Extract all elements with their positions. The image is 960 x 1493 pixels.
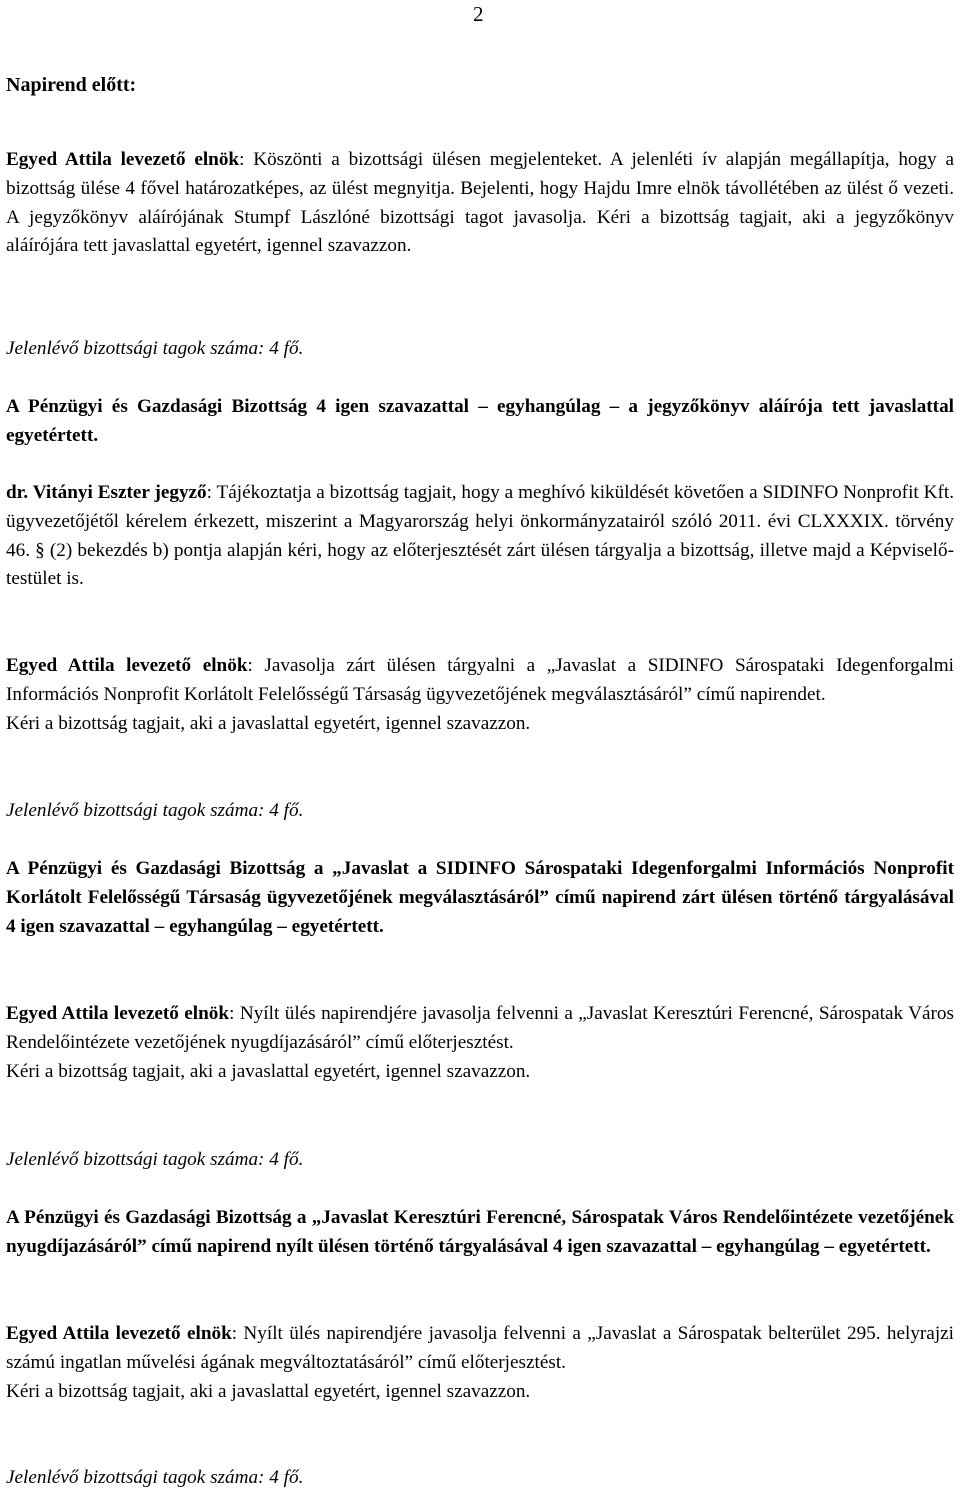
chair-proposal-1 [6, 652, 954, 738]
speaker-name: Egyed Attila levezető elnök [6, 655, 248, 676]
paragraph-text: : Tájékoztatja a bizottság tagjait, hogy a meghívó kiküldését követően a SIDINFO Nonprofit Kft. ügyvezetőjétől kérelem érkezett, miszerint a Magyarország helyi önkormányzatairól szóló 2011. évi CLXXXIX. törvény 46. § (2) bekezdés b) pontja alapján kéri, hogy az előterjesztését zárt ülésen tárgyalja a bizottság, illetve majd a Képviselő-testület is. [6, 482, 954, 590]
paragraph-text: : Köszönti a bizottsági ülésen megjelenteket. A jelenléti ív alapján megállapítja, hogy a bizottság ülése 4 fővel határozatképes, az ülést megnyitja. Bejelenti, hogy Hajdu Imre elnök távollétében az ülést ő vezeti. A jegyzőkönyv aláírójának Stumpf Lászlóné bizottsági tagot javasolja. Kéri a bizottság tagjait, aki a jegyzőkönyv aláírójára tett javaslattal egyetért, igennel szavazzon. [6, 149, 954, 257]
section-heading: Napirend előtt: [6, 74, 137, 96]
paragraph-text: : Nyílt ülés napirendjére javasolja felvenni a „Javaslat a Sárospatak belterület 295. helyrajzi számú ingatlan művelési ágának megváltoztatásáról” című előterjesztést. [6, 1323, 955, 1373]
paragraph-text: : Nyílt ülés napirendjére javasolja felvenni a „Javaslat Keresztúri Ferencné, Sárospatak Város Rendelőintézete vezetőjének nyugdíjazásáról” című előterjesztést. [6, 1003, 954, 1053]
chair-proposal-2 [6, 1000, 954, 1086]
speaker-name: Egyed Attila levezető elnök [6, 149, 240, 170]
speaker-name: Egyed Attila levezető elnök [6, 1323, 232, 1344]
resolution-2: A Pénzügyi és Gazdasági Bizottság a „Javaslat a SIDINFO Sárospataki Idegenforgalmi Információs Nonprofit Korlátolt Felelősségű Társaság ügyvezetőjének megválasztásáról” című napirend zárt ülésen történő tárgyalásával 4 igen szavazattal – egyhangúlag – egyetértett. [6, 858, 954, 937]
vote-request: Kéri a bizottság tagjait, aki a javaslattal egyetért, igennel szavazzon. [6, 712, 531, 734]
vote-request: Kéri a bizottság tagjait, aki a javaslattal egyetért, igennel szavazzon. [6, 1060, 531, 1082]
paragraph-text: : Javasolja zárt ülésen tárgyalni a „Javaslat a SIDINFO Sárospataki Idegenforgalmi Információs Nonprofit Korlátolt Felelősségű Társaság ügyvezetőjének megválasztásáról” című napirendet. [6, 655, 954, 705]
vote-request: Kéri a bizottság tagjait, aki a javaslattal egyetért, igennel szavazzon. [6, 1380, 531, 1402]
attendance-note: Jelenlévő bizottsági tagok száma: 4 fő. [6, 338, 304, 359]
chair-opening-paragraph [6, 146, 954, 261]
speaker-name: Egyed Attila levezető elnök [6, 1003, 230, 1024]
resolution-1: A Pénzügyi és Gazdasági Bizottság 4 igen szavazattal – egyhangúlag – a jegyzőkönyv aláírója tett javaslattal egyetértett. [6, 396, 954, 446]
attendance-note: Jelenlévő bizottsági tagok száma: 4 fő. [6, 800, 304, 821]
resolution-3: A Pénzügyi és Gazdasági Bizottság a „Javaslat Keresztúri Ferencné, Sárospatak Város Rendelőintézete vezetőjének nyugdíjazásáról” című napirend nyílt ülésen történő tárgyalásával 4 igen szavazattal – egyhangúlag – egyetértett. [6, 1207, 954, 1257]
chair-proposal-3 [6, 1320, 954, 1406]
speaker-name: dr. Vitányi Eszter jegyző [6, 482, 207, 503]
attendance-note: Jelenlévő bizottsági tagok száma: 4 fő. [6, 1467, 304, 1488]
page-number: 2 [473, 2, 484, 26]
attendance-note: Jelenlévő bizottsági tagok száma: 4 fő. [6, 1149, 304, 1170]
notary-paragraph [6, 479, 954, 594]
